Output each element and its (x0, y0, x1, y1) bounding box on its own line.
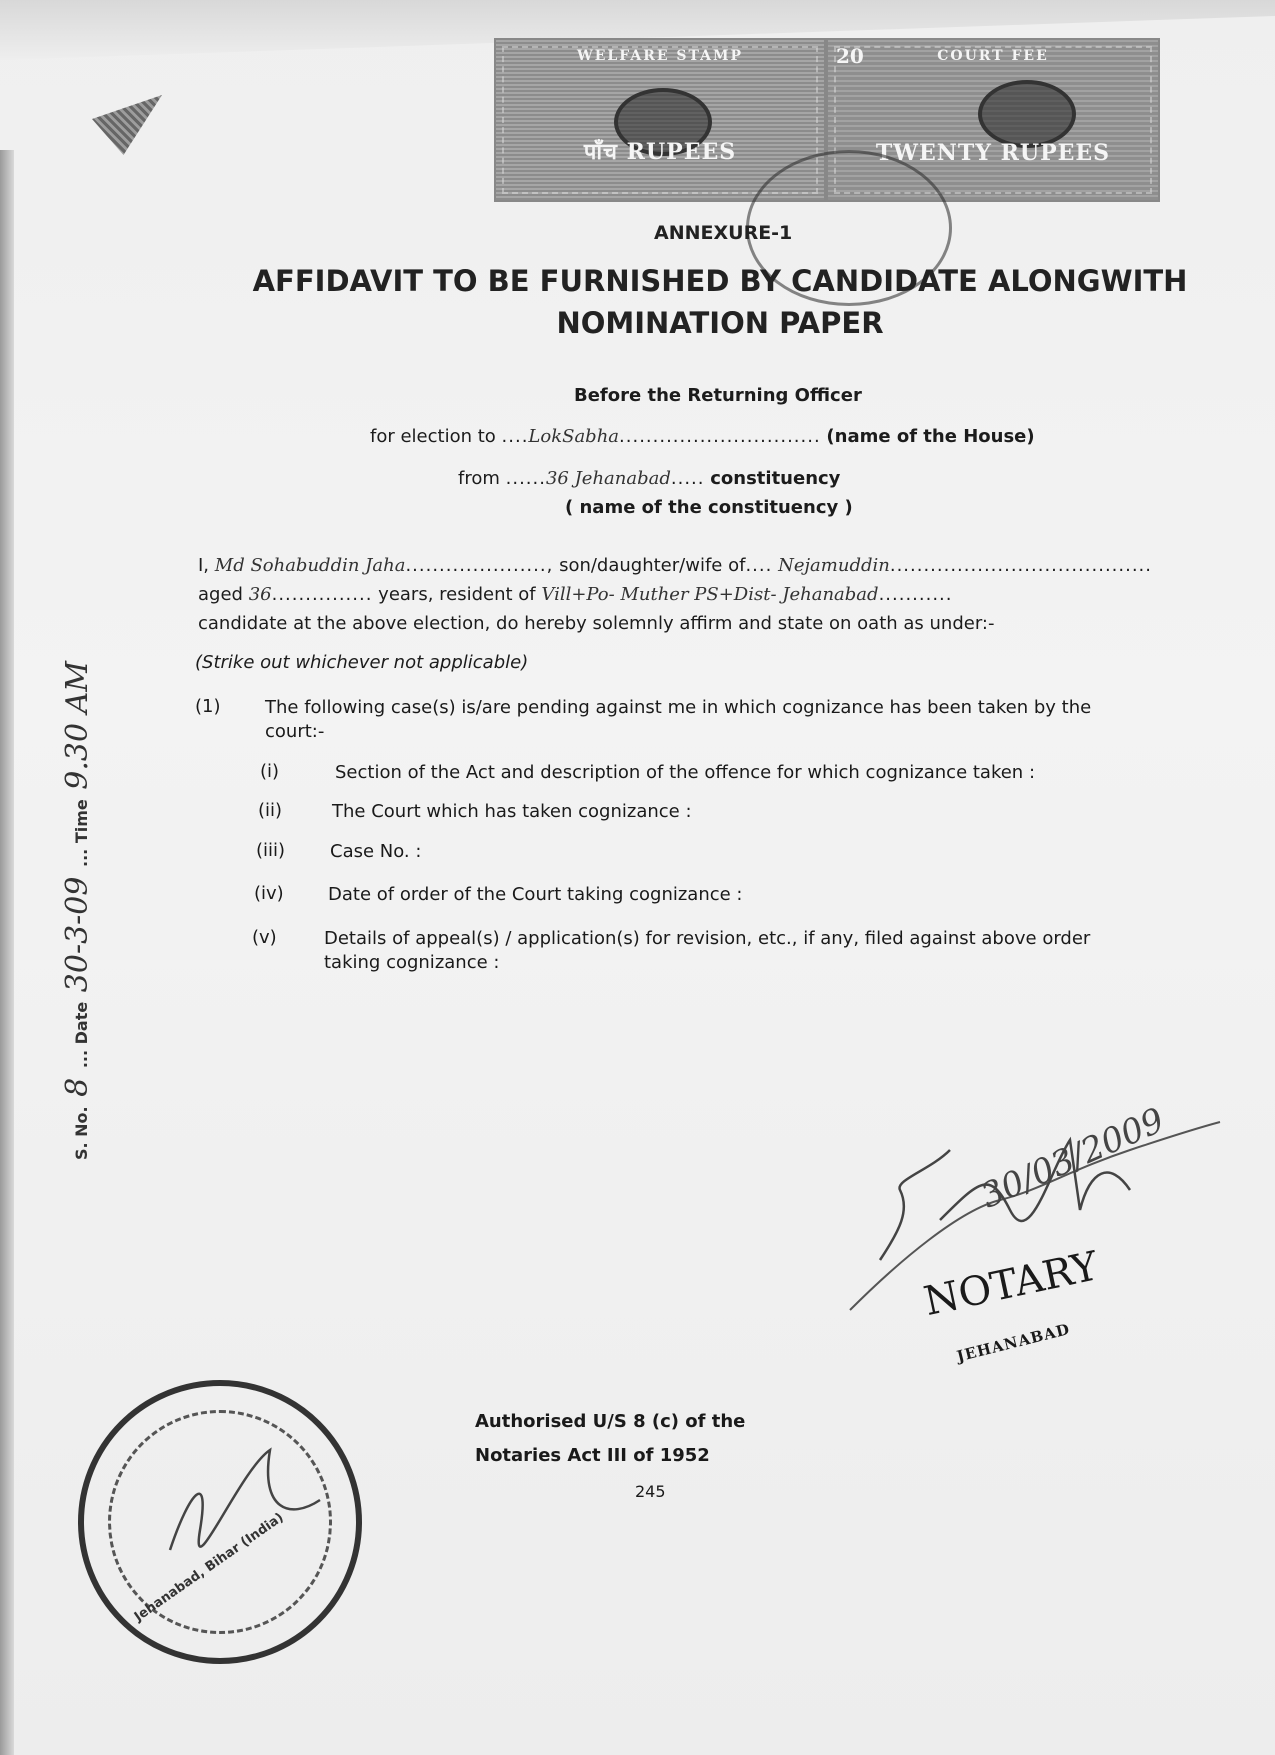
before-returning-officer: Before the Returning Officer (574, 385, 862, 406)
welfare-stamp-value: पाँच RUPEES (583, 139, 737, 165)
resident-text: years, resident of (378, 584, 536, 605)
seal-text: Jehanabad, Bihar (India) (131, 1510, 287, 1625)
notary-authority-text (475, 1405, 745, 1473)
election-value: LokSabha (528, 426, 620, 447)
candidate-statement: candidate at the above election, do hereby solemnly affirm and state on oath as under:- (198, 613, 995, 634)
item-1-text-line-2: court:- (265, 721, 325, 742)
subitem-number: (iii) (256, 840, 286, 861)
deponent-line: I, Md Sohabuddin Jaha....................., son/daughter/wife of.... Nejamuddin....................................... (198, 555, 1152, 576)
date-value: 30-3-09 (60, 876, 95, 993)
aged-line: aged 36............... years, resident of Vill+Po- Muther PS+Dist- Jehanabad........... (198, 584, 953, 605)
subitem-text-line-2: taking cognizance : (324, 952, 500, 973)
subitem-text: Case No. : (330, 841, 422, 862)
time-label: Time (72, 799, 91, 844)
subitem-text: Section of the Act and description of the offence for which cognizance taken : (335, 762, 1036, 783)
aged-prefix: aged (198, 584, 243, 605)
page-number: 245 (635, 1482, 666, 1501)
authority-line-2: Notaries Act III of 1952 (475, 1445, 710, 1466)
age-value: 36 (248, 584, 272, 605)
court-fee-stamp-value: TWENTY RUPEES (875, 140, 1111, 166)
sno-label: S. No. (72, 1106, 91, 1160)
margin-registration-note: S. No. 8 ... Date 30-3-09 ... Time 9.30 AM (60, 660, 95, 1160)
from-suffix: constituency (710, 468, 841, 489)
subitem-number: (v) (252, 927, 277, 948)
paper-left-edge (0, 150, 14, 1755)
court-fee-denomination: 20 (836, 44, 864, 68)
welfare-stamp-title: WELFARE STAMP (576, 48, 744, 64)
deponent-prefix: I, (198, 555, 210, 576)
authority-line-1: Authorised U/S 8 (c) of the (475, 1411, 746, 1432)
deponent-name: Md Sohabuddin Jaha (214, 555, 406, 576)
item-1-text (265, 696, 1225, 744)
subitem-number: (iv) (254, 883, 284, 904)
item-1-number: (1) (195, 696, 221, 717)
subitem-text-line-1: Details of appeal(s) / application(s) for revision, etc., if any, filed against above order (324, 928, 1091, 949)
item-1-text-line-1: The following case(s) is/are pending against me in which cognizance has been taken by the (265, 697, 1092, 718)
subitem-number: (ii) (258, 800, 283, 821)
resident-value: Vill+Po- Muther PS+Dist- Jehanabad (541, 584, 879, 605)
title-line-2: NOMINATION PAPER (556, 306, 884, 340)
date-label: Date (72, 1001, 91, 1045)
annexure-label: ANNEXURE-1 (654, 222, 793, 244)
subitem-text: Date of order of the Court taking cognizance : (328, 884, 743, 905)
court-fee-stamp-title: COURT FEE (937, 48, 1049, 64)
subitem-number: (i) (260, 761, 280, 782)
strike-out-note: (Strike out whichever not applicable) (195, 652, 529, 673)
time-value: 9.30 AM (60, 660, 95, 790)
notary-date: 30/03/2009 (975, 1100, 1171, 1217)
relation-text: son/daughter/wife of (559, 555, 746, 576)
notary-title: NOTARY (920, 1243, 1103, 1325)
constituency-note: ( name of the constituency ) (565, 497, 853, 518)
subitem-text: The Court which has taken cognizance : (332, 801, 692, 822)
sno-value: 8 (60, 1077, 95, 1097)
election-prefix: for election to (370, 426, 496, 447)
constituency-value: 36 Jehanabad (545, 468, 671, 489)
constituency-line: from ......36 Jehanabad..... constituency (458, 468, 841, 489)
from-prefix: from (458, 468, 500, 489)
parent-name: Nejamuddin (778, 555, 890, 576)
corner-ink-mark (92, 95, 162, 155)
title-line-1: AFFIDAVIT TO BE FURNISHED BY CANDIDATE ALONGWITH (252, 264, 1188, 298)
election-line: for election to ....LokSabha.............................. (name of the House) (370, 426, 1035, 447)
election-suffix: (name of the House) (826, 426, 1035, 447)
document-title (240, 260, 1200, 344)
notary-place: JEHANABAD (955, 1319, 1072, 1366)
subitem-text (324, 927, 1204, 975)
cancellation-seal-icon (978, 80, 1076, 148)
